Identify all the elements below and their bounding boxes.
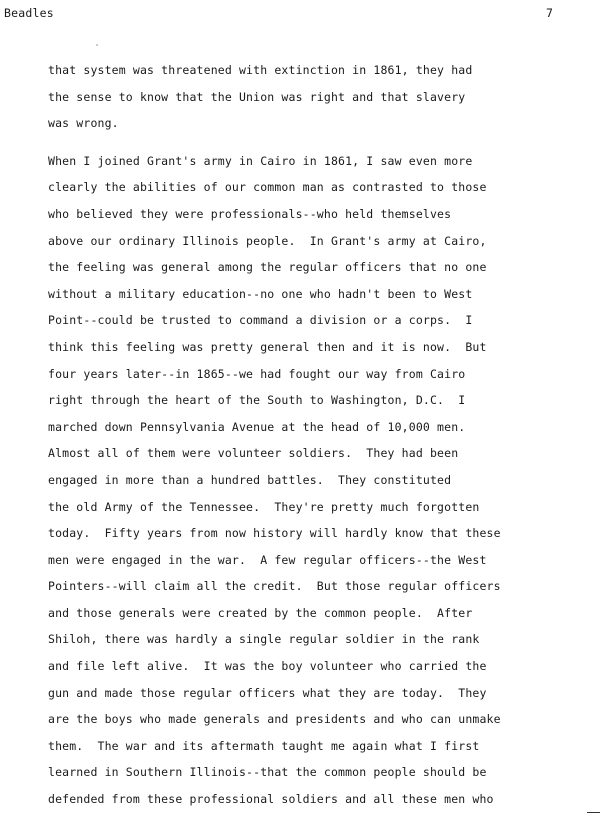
text-line: who believed they were professionals--who held themselves [48, 206, 452, 221]
text-line: them. The war and its aftermath taught me again what I first [48, 738, 480, 753]
text-line: engaged in more than a hundred battles. They constituted [48, 472, 452, 487]
paragraph [48, 152, 600, 817]
text-line: was wrong. [48, 116, 119, 131]
text-line: and those generals were created by the common people. After [48, 605, 473, 620]
text-line: defended from these professional soldiers and all these men who [48, 792, 494, 807]
text-line: above our ordinary Illinois people. In Grant's army at Cairo, [48, 233, 487, 248]
text-line: think this feeling was pretty general then and it is now. But [48, 339, 487, 354]
text-line: and file left alive. It was the boy volunteer who carried the [48, 659, 487, 674]
text-line: Shiloh, there was hardly a single regular soldier in the rank [48, 632, 480, 647]
page-number: 7 [546, 6, 553, 20]
text-line: the old Army of the Tennessee. They're pretty much forgotten [48, 499, 480, 514]
text-line: the feeling was general among the regular officers that no one [48, 260, 487, 275]
text-line: right through the heart of the South to Washington, D.C. I [48, 393, 466, 408]
text-line: Pointers--will claim all the credit. But those regular officers [48, 579, 501, 594]
text-line: learned in Southern Illinois--that the common people should be [48, 765, 487, 780]
margin-mark [587, 812, 600, 813]
text-line: that system was threatened with extinction in 1861, they had [48, 63, 473, 77]
text-line: four years later--in 1865--we had fought our way from Cairo [48, 366, 466, 381]
text-line: are the boys who made generals and presidents and who can unmake [48, 712, 501, 727]
paragraph-gap [48, 141, 600, 152]
text-line: Point--could be trusted to command a division or a corps. I [48, 313, 473, 328]
scan-speck [96, 44, 98, 46]
text-line: When I joined Grant's army in Cairo in 1861, I saw even more [48, 153, 473, 168]
text-line: marched down Pennsylvania Avenue at the head of 10,000 men. [48, 419, 466, 434]
text-line: clearly the abilities of our common man as contrasted to those [48, 180, 487, 195]
text-line: gun and made those regular officers what they are today. They [48, 685, 487, 700]
running-header-title: Beadles [4, 6, 54, 20]
text-line: without a military education--no one who hadn't been to West [48, 286, 473, 301]
page-body [48, 61, 600, 817]
text-line: men were engaged in the war. A few regular officers--the West [48, 552, 487, 567]
text-line: the sense to know that the Union was right and that slavery [48, 89, 466, 104]
text-line: Almost all of them were volunteer soldiers. They had been [48, 446, 459, 461]
paragraph [48, 61, 600, 141]
text-line: today. Fifty years from now history will hardly know that these [48, 526, 501, 541]
